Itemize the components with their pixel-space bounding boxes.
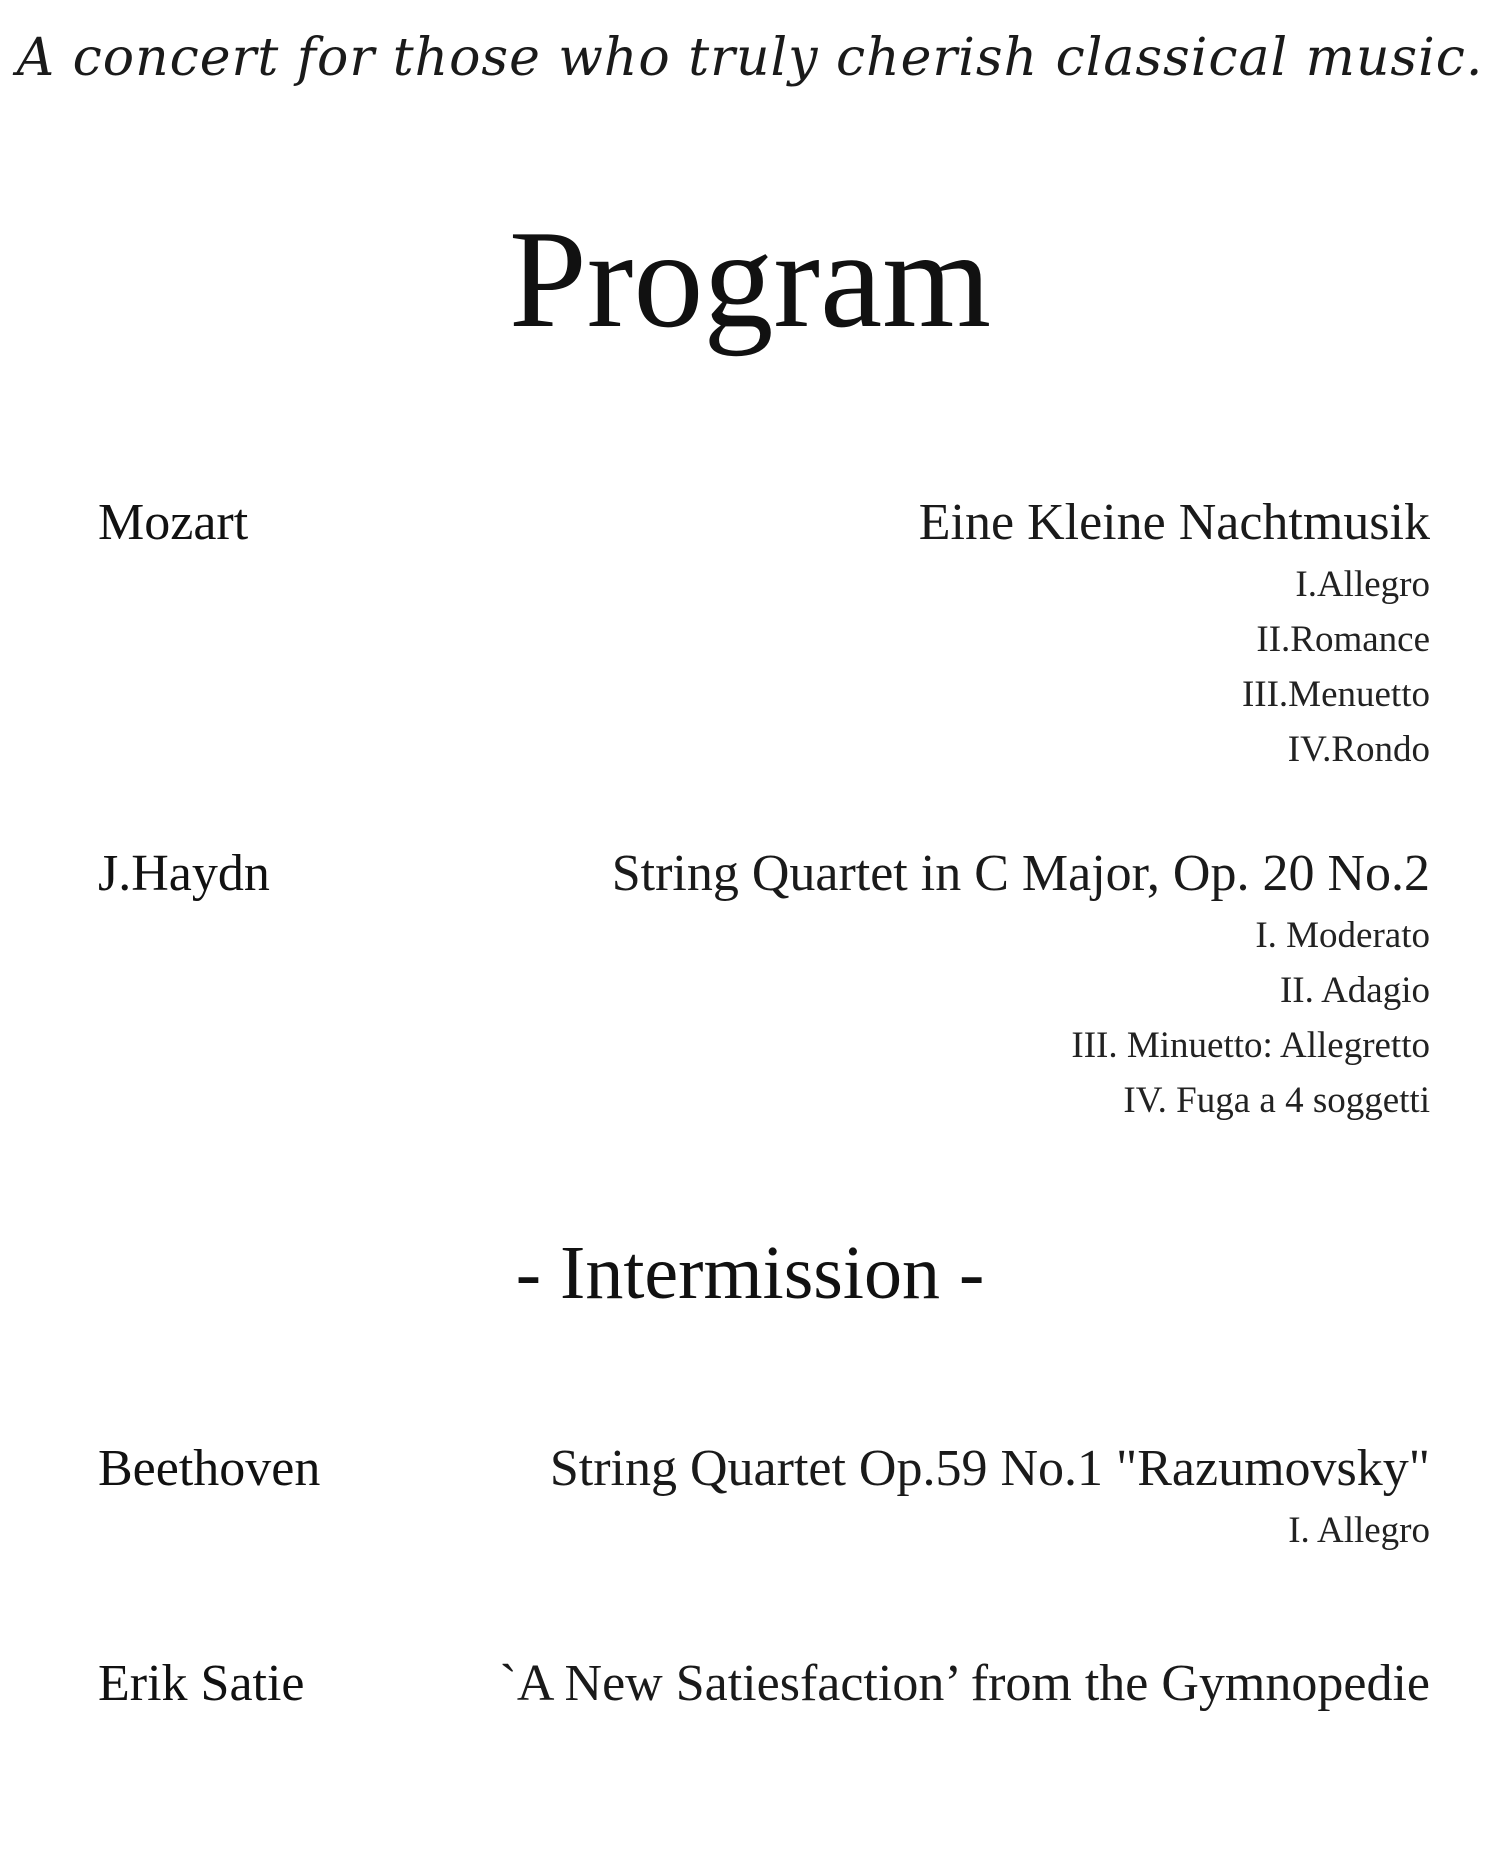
movement: II.Romance [1256,619,1430,660]
movement-list [1071,916,1430,1136]
composer-name: Beethoven [98,1440,321,1497]
work-title: Eine Kleine Nachtmusik [918,494,1430,551]
movement: I.Allegro [1295,564,1430,605]
movement: III. Minuetto: Allegretto [1071,1025,1430,1066]
movement-list [1242,565,1430,785]
composer-name: Erik Satie [98,1655,305,1712]
movement: II. Adagio [1279,970,1430,1011]
intermission-heading: - Intermission - [515,1231,985,1315]
page-title: Program [508,202,992,357]
composer-name: J.Haydn [98,845,270,902]
work-title: String Quartet Op.59 No.1 "Razumovsky" [549,1440,1430,1497]
movement: IV. Fuga a 4 soggetti [1123,1080,1430,1121]
work-title: `A New Satiesfaction’ from the Gymnopedie [499,1655,1430,1712]
composer-name: Mozart [98,494,249,551]
tagline: A concert for those who truly cherish classical music. [16,28,1484,88]
movement: IV.Rondo [1287,729,1430,770]
movement: I. Moderato [1255,915,1430,956]
movement: III.Menuetto [1241,674,1430,715]
movement-list [1288,1511,1430,1566]
movement: I. Allegro [1288,1510,1430,1551]
work-title: String Quartet in C Major, Op. 20 No.2 [611,845,1430,902]
